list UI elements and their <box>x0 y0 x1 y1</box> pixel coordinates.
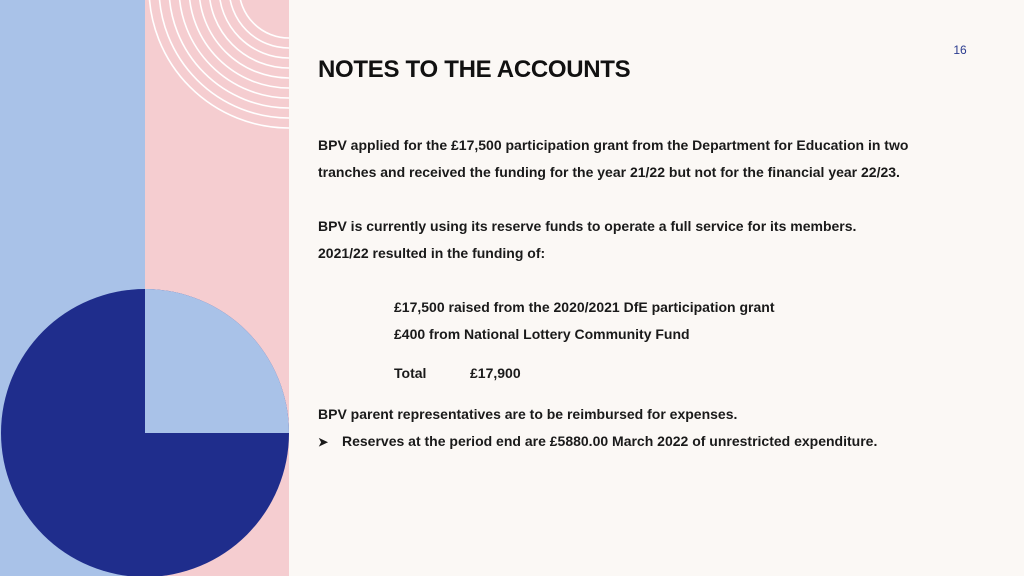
paragraph-line: tranches and received the funding for the year 21/22 but not for the financial year 22/23. <box>318 164 900 180</box>
paragraph-grant <box>318 132 978 186</box>
total-row <box>394 360 521 387</box>
bullet-item <box>318 428 998 456</box>
arrowhead-bullet-icon: ➤ <box>318 435 329 449</box>
paragraph-line: 2021/22 resulted in the funding of: <box>318 245 546 261</box>
bullet-text: Reserves at the period end are £5880.00 March 2022 of unrestricted expenditure. <box>342 433 878 449</box>
page-number: 16 <box>953 43 967 57</box>
decorative-shapes <box>0 0 289 576</box>
slide-title: NOTES TO THE ACCOUNTS <box>318 56 631 83</box>
paragraph-reserves <box>318 213 978 267</box>
funding-item: £17,500 raised from the 2020/2021 DfE participation grant <box>394 299 775 315</box>
funding-list <box>394 294 775 348</box>
funding-item: £400 from National Lottery Community Fund <box>394 326 690 342</box>
total-label: Total <box>394 365 427 381</box>
paragraph-expenses: BPV parent representatives are to be reimbursed for expenses. <box>318 406 738 422</box>
paragraph-line: BPV applied for the £17,500 participation grant from the Department for Education in two <box>318 137 909 153</box>
total-value: £17,900 <box>470 365 521 381</box>
paragraph-line: BPV is currently using its reserve funds to operate a full service for its members. <box>318 218 857 234</box>
